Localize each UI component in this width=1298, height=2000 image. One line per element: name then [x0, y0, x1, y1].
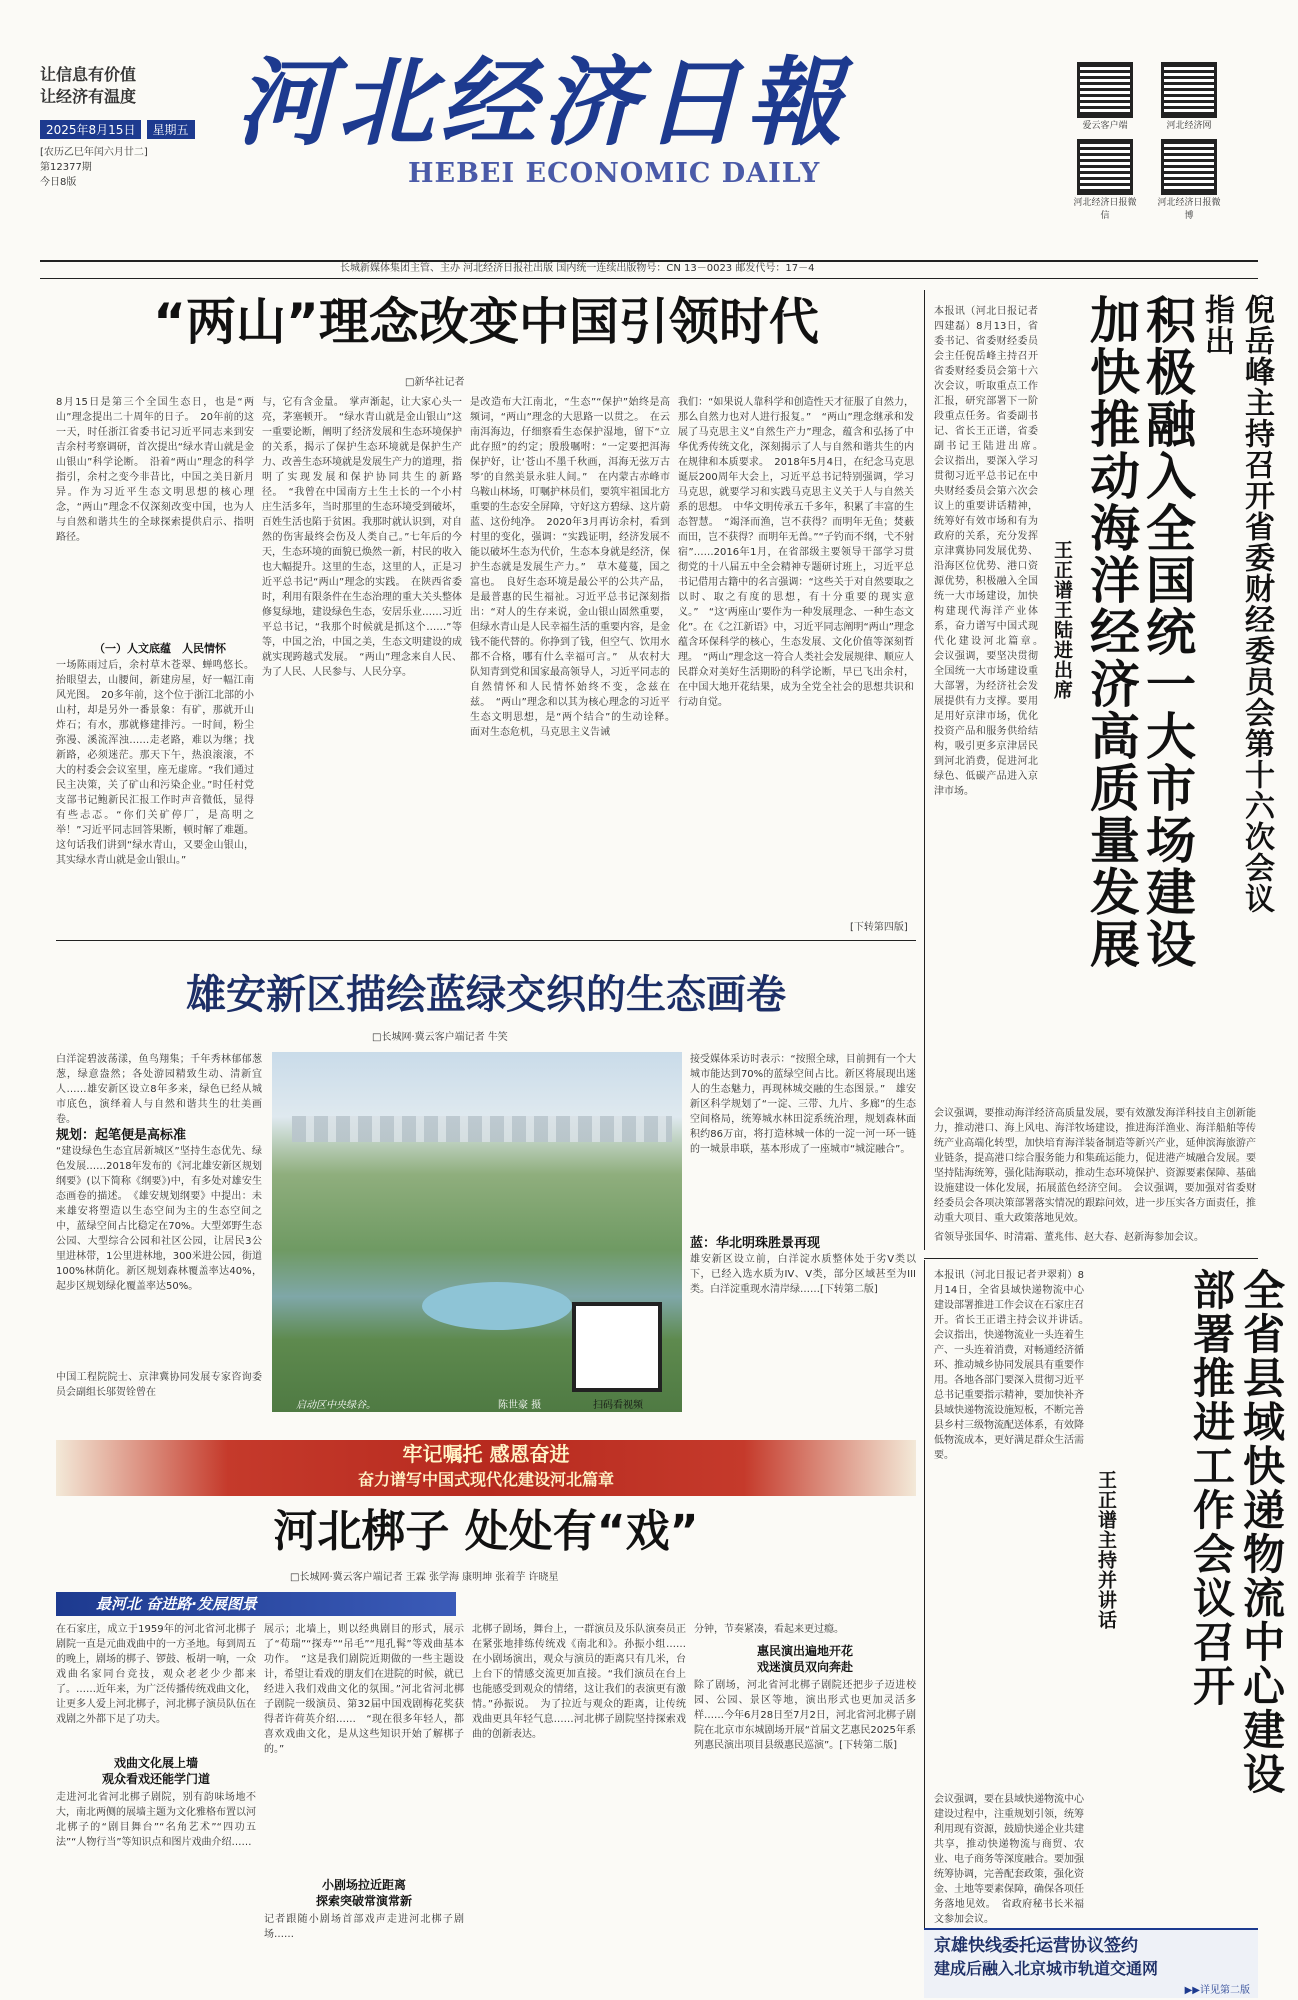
xiongan-photo[interactable]	[272, 1052, 682, 1412]
see-page-link[interactable]: ▶▶详见第二版	[1184, 1985, 1250, 1996]
bottom-line-2: 建成后融入北京城市轨道交通网	[934, 1959, 1159, 1978]
masthead-divider	[40, 278, 1258, 279]
opera-sub-3b: 戏迷演员双向奔赴	[756, 1660, 853, 1674]
slogan-2: 让经济有温度	[40, 87, 137, 106]
lead-col-1: 8月15日是第三个全国生态日，也是“两山”理念提出二十周年的日子。 20年前的这一天，时任浙江省委书记习近平同志来到安吉余村考察调研，首次提出“绿水青山就是金山银山”科学论断。 沿着“两山”理念的科学指引，余村之变今非昔比，中国之美日新月异。作为习近平生态文明思想的核心理念，“两山”理念不仅深刻改变中国，也为人与自然和谐共生的全球探索提供启示、指明路径。	[56, 397, 254, 543]
bottom-box[interactable]	[924, 1928, 1258, 1998]
page-count: 今日8版	[40, 177, 77, 188]
xiongan-col-1: 白洋淀碧波荡漾，鱼鸟翔集；千年秀林郁郁葱葱，绿意盎然；各处游园精致生动、清新宜人……雄安新区设立8年多来，绿色已经从城市底色，演绎着人与自然和谐共生的壮美画卷。	[56, 1054, 262, 1125]
opera-sub-2: 小剧场拉近距离	[321, 1878, 406, 1892]
side2-intro: 本报讯（河北日报记者尹翠莉）8月14日，全省县域快递物流中心建设部署推进工作会议在石家庄召开。省长王正谱主持会议并讲话。 会议指出，快递物流业一头连着生产、一头连着消费，对畅通经济循环、推动城乡协同发展具有重要作用。各地各部门要深入贯彻习近平总书记重要指示精神，要加快补齐县域快递物流设施短板，不断完善县乡村三级物流配送体系，有效降低物流成本，更好满足群众生活需要。	[934, 1270, 1094, 1461]
xiongan-headline[interactable]: 雄安新区描绘蓝绿交织的生态画卷	[186, 971, 786, 1018]
lead-col-1b: 一场陈雨过后，余村草木苍翠、蝉鸣悠长。抬眼望去，山腰间，新建房屋，好一幅江南风光图。 20多年前，这个位于浙江北部的小山村，却是另外一番景象：有矿，那就开山炸石；有水，那就修建排污。一时间，粉尘弥漫、溪流浑浊……走老路，难以为继；找新路，必须迷茫。那天下午，热浪滚滚，不大的村委会会议室里，座无虚席。“我们通过民主决策，关了矿山和污染企业。”时任村党支部书记鲍新民汇报工作时声音微低，显得有些忐忑。“你们关矿停厂，是高明之举！”习近平同志回答果断，顿时解了难题。这句话我们讲到“绿水青山，又要金山银山，其实绿水青山就是金山银山。”	[56, 660, 254, 866]
photo-credit: 陈世豪 摄	[498, 1400, 542, 1411]
section-divider	[924, 1258, 1258, 1259]
side1-intro: 本报讯（河北日报记者四建磊）8月13日，省委书记、省委财经委员会主任倪岳峰主持召开省委财经委员会第十六次会议，听取重点工作汇报，研究部署下一阶段重点任务。省委副书记、省长王正谱，省委副书记王陆进出席。 会议指出，要深入学习贯彻习近平总书记在中央财经委员会第六次会议上的重要讲话精神，统筹好有效市场和有为政府的关系，充分发挥京津冀协同发展优势、沿海区位优势、港口资源优势，积极融入全国统一大市场建设，加快构建现代海洋产业体系，奋力谱写中国式现代化建设河北篇章。 会议强调，要坚决贯彻全国统一大市场建设重大部署，为经济社会发展提供有力支撑。要用足用好京津市场，优化投资产品和服务供给结构，吸引更多京津居民到河北消费，促进河北绿色、低碳产品进入京津市场。	[934, 306, 1048, 797]
weekday: 星期五	[147, 120, 195, 139]
xiongan-col-1c: 中国工程院院士、京津冀协同发展专家咨询委员会副组长邬贺铨曾在	[56, 1372, 262, 1398]
qr-block	[1070, 62, 1270, 221]
banner-line-1: 牢记嘱托 感恩奋进	[402, 1442, 570, 1466]
side2-headline[interactable]: 全省县域快递物流中心建设部署推进工作会议召开	[1187, 1268, 1286, 1796]
opera-col-2: 展示；北墙上，则以经典剧目的形式，展示了“荀瑞”“探寿”“吊毛”“甩孔髯”等戏曲基本功作。 “这是我们剧院近期做的一些主题设计，希望让看戏的朋友们在进院的时候，就已经进入我们戏曲文化的氛围。”河北省河北梆子剧院一级演员、第32届中国戏剧梅花奖获得者许荷英介绍…… “现在很多年轻人，都喜欢戏曲文化，是从这些知识开始了解梆子的。”	[264, 1624, 464, 1755]
side2-sub: 王正谱主持并讲话	[1095, 1470, 1117, 1630]
theme-banner	[56, 1440, 916, 1496]
lead-col-2: 与，它有含金量。 掌声渐起，让大家心头一亮，茅塞顿开。 “绿水青山就是金山银山”这一重要论断，阐明了经济发展和生态环境保护的关系，揭示了保护生态环境就是保护生产力、改善生态环境就是发展生产力的道理，指明了实现发展和保护协同共生的新路径。 “我曾在中国南方土生土长的一个小村庄生活多年，当时那里的生态环境受到破坏，百姓生活也陷于贫困。我那时就认识到，对自然的伤害最终会伤及人类自己。”七年后的今天，生态环境的面貌已焕然一新，村民的收入也大幅提升。这里的生态，这里的人，正是习近平总书记“两山”理念的实践。 在陕西省委时，利用有限条件在生态治理的重大关头整体修复绿地，建设绿色生态，安居乐业……习近平总书记，“我那个时候就是抓这个……”等等，中国之治，中国之美，生态文明建设的成就实现跨越式发展。 “两山”理念来自人民、为了人民、人民参与、人民分享。	[262, 397, 462, 678]
qr-code-icon[interactable]	[1077, 62, 1133, 118]
opera-col-2b: 记者跟随小剧场首部戏声走进河北梆子剧场……	[264, 1914, 464, 1940]
xiongan-byline: □长城网·冀云客户端记者 牛笑	[372, 1032, 508, 1043]
opera-col-3: 北梆子剧场，舞台上，一群演员及乐队演奏员正在紧张地排练传统戏《南北和》。孙振小组……在小剧场演出，观众与演员的距离只有几米，台上台下的情感交流更加直接。“我们演员在台上也能感受到观众的情绪，这让我们的表演更有激情。”孙振说。 为了拉近与观众的距离，让传统戏曲更具年轻气息……河北梆子剧院坚持探索戏曲的创新表达。	[472, 1624, 686, 1740]
xiongan-sub-2: 蓝：华北明珠胜景再现	[690, 1236, 821, 1251]
lead-byline: □新华社记者	[405, 377, 465, 388]
column-divider	[924, 1260, 925, 1940]
qr-code-icon[interactable]	[1161, 62, 1217, 118]
column-tag: 最河北 奋进路·发展图景	[56, 1592, 456, 1616]
lead-headline[interactable]: “两山”理念改变中国引领时代	[153, 293, 819, 351]
city-skyline-graphic	[292, 1116, 672, 1142]
opera-col-1: 在石家庄，成立于1959年的河北省河北梆子剧院一直是元曲戏曲中的一方圣地。每到周五的晚上，剧场的梆子、锣鼓、板胡一响，一众戏曲名家同台竞技，观众老老少少都来了。……近年来，为广泛传播传统戏曲文化，让更多人爱上河北梆子，河北梆子演员队伍在戏剧之外都下足了功夫。	[56, 1624, 256, 1725]
banner-line-2: 奋力谱写中国式现代化建设河北篇章	[357, 1470, 614, 1489]
qr-caption: 扫码看视频	[593, 1400, 643, 1411]
xiongan-col-1b: “建设绿色生态宜居新城区”坚持生态优先、绿色发展……2018年发布的《河北雄安新区规划纲要》(以下简称《纲要》)中，有多处对雄安生态画卷的描述。 《雄安规划纲要》中提出：未来雄安将塑造以生态空间为主的生态空间之中，蓝绿空间占比稳定在70%。大型郊野生态公园、大型综合公园和社区公园，让居民3公里进林带，1公里进林地，300米进公园，街道100%林荫化。新区规划森林覆盖率达40%，起步区规划绿化覆盖率达50%。	[56, 1146, 262, 1292]
side1-headline-1[interactable]: 积极融入全国统一大市场建设	[1138, 294, 1196, 970]
side1-body: 会议强调，要推动海洋经济高质量发展，要有效激发海洋科技自主创新能力，推动港口、海上风电、海洋牧场建设，推进海洋渔业、海洋船舶等传统产业高端化转型，加快培育海洋装备制造等新兴产业，延伸滨海旅游产业链条，提高港口综合服务能力和集疏运能力，促进港产城融合发展。要坚持陆海统筹，强化陆海联动，推动生态环境保护、资源要素保障、基础设施建设一体化发展，拓展蓝色经济空间。 会议强调，要加强对省委财经委员会各项决策部署落实情况的跟踪问效，进一步压实各方面责任，推动重大项目、重大政策落地见效。	[934, 1108, 1256, 1224]
side1-attendees: 省领导张国华、时清霜、董兆伟、赵大春、赵新海参加会议。	[934, 1232, 1204, 1243]
opera-col-1b: 走进河北省河北梆子剧院，别有韵味场地不大，南北两侧的展墙主题为文化雅格布置以河北梆子的“剧目舞台”“名角艺术”“四功五法”“人物行当”等知识点和图片戏曲介绍……	[56, 1792, 256, 1848]
lead-col-3: 是改造布大江南北，“生态”“保护”始终是高频词，“两山”理念的大思路一以贯之。 在云南洱海边，仔细察看生态保护湿地，留下“立此存照”的约定；殷殷嘱咐：“一定要把洱海保护好，让‘苍山不墨千秋画，洱海无弦万古琴’的自然美景永驻人间。” 在内蒙古赤峰市乌鞍山林场，叮嘱护林员们，要筑牢祖国北方重要的生态安全屏障，守好这方碧绿、这片蔚蓝、这份纯净。 2020年3月再访余村，看到村里的变化，强调：“实践证明，经济发展不能以破坏生态为代价，生态本身就是经济，保护生态就是发展生产力。” 草木蔓蔓，国之富也。 良好生态环境是最公平的公共产品，是最普惠的民生福祉。习近平总书记深刻指出：“对人的生存来说，金山银山固然重要，但绿水青山是人民幸福生活的重要内容，是金钱不能代替的。你挣到了钱，但空气、饮用水都不合格，哪有什么幸福可言。” 从农村大队知青到党和国家最高领导人，习近平同志的自然情怀和人民情怀始终不变，念兹在兹。 “两山”理念和以其为核心理念的习近平生态文明思想，是“两个结合”的生动诠释。 面对生态危机，马克思主义告诫	[470, 397, 680, 738]
opera-headline[interactable]: 河北梆子 处处有“戏”	[273, 1506, 699, 1557]
lead-col-4: 我们：“如果说人靠科学和创造性天才征服了自然力，那么自然力也对人进行报复。” “两山”理念继承和发展了马克思主义“自然生产力”理念，蕴含和弘扬了中华优秀传统文化，深刻揭示了人与自然和谐共生的内在规律和本质要求。 2018年5月4日，在纪念马克思诞辰200周年大会上，习近平总书记特别强调，学习马克思，就要学习和实践马克思主义关于人与自然关系的思想。 中华文明传承五千多年，积累了丰富的生态智慧。 “竭泽而渔，岂不获得？而明年无鱼；焚薮而田，岂不获得？而明年无兽。”“子钓而不纲，弋不射宿”……2016年1月，在省部级主要领导干部学习贯彻党的十八届五中全会精神专题研讨班上，习近平总书记借用古籍中的名言强调：“这些关于对自然要取之以时、取之有度的思想，有十分重要的现实意义。” “这‘两座山’要作为一种发展理念、一种生态文化”。在《之江新语》中，习近平同志阐明“两山”理念蕴含环保科学的核心，生态发展、文化价值等深刻哲理。 “两山”理念这一符合人类社会发展规律、顺应人民群众对美好生活期盼的科学论断，早已飞出余村，在中国大地开花结果，成为全党全社会的思想共识和行动自觉。	[678, 397, 914, 708]
xiongan-col-2b: 雄安新区设立前，白洋淀水质整体处于劣V类以下，已经入选水质为IV、V类，部分区域甚至为III类。白洋淀重现水清岸绿……[下转第二版]	[690, 1254, 916, 1295]
qr-code-icon[interactable]	[572, 1302, 662, 1392]
qr-code-icon[interactable]	[1077, 139, 1133, 195]
qr-label: 河北经济日报微信	[1073, 198, 1137, 221]
newspaper-title-en: HEBEI ECONOMIC DAILY	[408, 158, 821, 189]
opera-col-4: 分钟，节奏紧凑，看起来更过瘾。	[694, 1624, 844, 1635]
qr-label: 爱云客户端	[1082, 121, 1128, 131]
side1-headline-2[interactable]: 加快推动海洋经济高质量发展	[1082, 294, 1140, 970]
side1-sub: 王正谱王陆进出席	[1051, 540, 1073, 700]
opera-sub-3: 惠民演出遍地开花	[756, 1644, 853, 1658]
opera-byline: □长城网·冀云客户端记者 王霖 张学海 康明坤 张着芋 许晓星	[290, 1572, 559, 1583]
publisher-line: 长城新媒体集团主管、主办 河北经济日报社出版 国内统一连续出版物号：CN 13－0023 邮发代号：17－4	[340, 263, 815, 274]
bottom-line-1: 京雄快线委托运营协议签约	[934, 1936, 1138, 1956]
xiongan-sub-1: 规划：起笔便是高标准	[56, 1128, 187, 1143]
lunar-date: [农历乙巳年闰六月廿二]	[40, 147, 148, 158]
qr-label: 河北经济日报微博	[1157, 198, 1221, 221]
opera-sub-1: 戏曲文化展上墙	[113, 1756, 198, 1770]
opera-sub-1b: 观众看戏还能学门道	[101, 1772, 210, 1786]
issue-date: 2025年8月15日	[40, 120, 141, 139]
newspaper-title: 河北经济日報	[236, 46, 848, 159]
qr-label: 河北经济网	[1166, 121, 1212, 131]
section-divider	[56, 940, 916, 941]
slogan-1: 让信息有价值	[40, 65, 137, 84]
slogan-block	[40, 64, 230, 188]
side1-kicker: 倪岳峰主持召开省委财经委员会第十六次会议指出	[1199, 294, 1274, 914]
qr-code-icon[interactable]	[1161, 139, 1217, 195]
issue-number: 第12377期	[40, 162, 92, 173]
lead-subheading: （一）人文底蕴 人民情怀	[94, 642, 226, 655]
continued-note[interactable]: [下转第四版]	[850, 922, 908, 933]
side2-body: 会议强调，要在县域快递物流中心建设过程中，注重规划引领，统筹利用现有资源，鼓励快递企业共建共享，推动快递物流与商贸、农业、电子商务等深度融合。要加强统筹协调，完善配套政策，强化资金、土地等要素保障，确保各项任务落地见效。 省政府秘书长米福文参加会议。	[934, 1794, 1084, 1925]
opera-col-4b: 除了剧场，河北省河北梆子剧院还把步子迈进校园、公园、景区等地，演出形式也更加灵活多样……今年6月28日至7月2日，河北省河北梆子剧院在北京市东城剧场开展“首届文艺惠民2025年系列惠民演出项目县级惠民巡演”。[下转第二版]	[694, 1680, 916, 1751]
column-divider	[924, 290, 925, 1250]
photo-caption: 启动区中央绿谷。	[296, 1400, 376, 1411]
lake-graphic	[422, 1282, 572, 1330]
xiongan-col-2: 接受媒体采访时表示：“按照全球，目前拥有一个大城市能达到70%的蓝绿空间占比。新区将展现出迷人的生态魅力，再现林城交融的生态图景。” 雄安新区科学规划了“一淀、三带、九片、多廊”的生态空间格局，统筹城水林田淀系统治理，规划森林面积约86万亩，将打造林城一体的一淀一河一环一链的一城景串联，基本形成了一座城市“城淀融合”。	[690, 1054, 916, 1155]
opera-sub-2b: 探索突破常演常新	[315, 1894, 412, 1908]
